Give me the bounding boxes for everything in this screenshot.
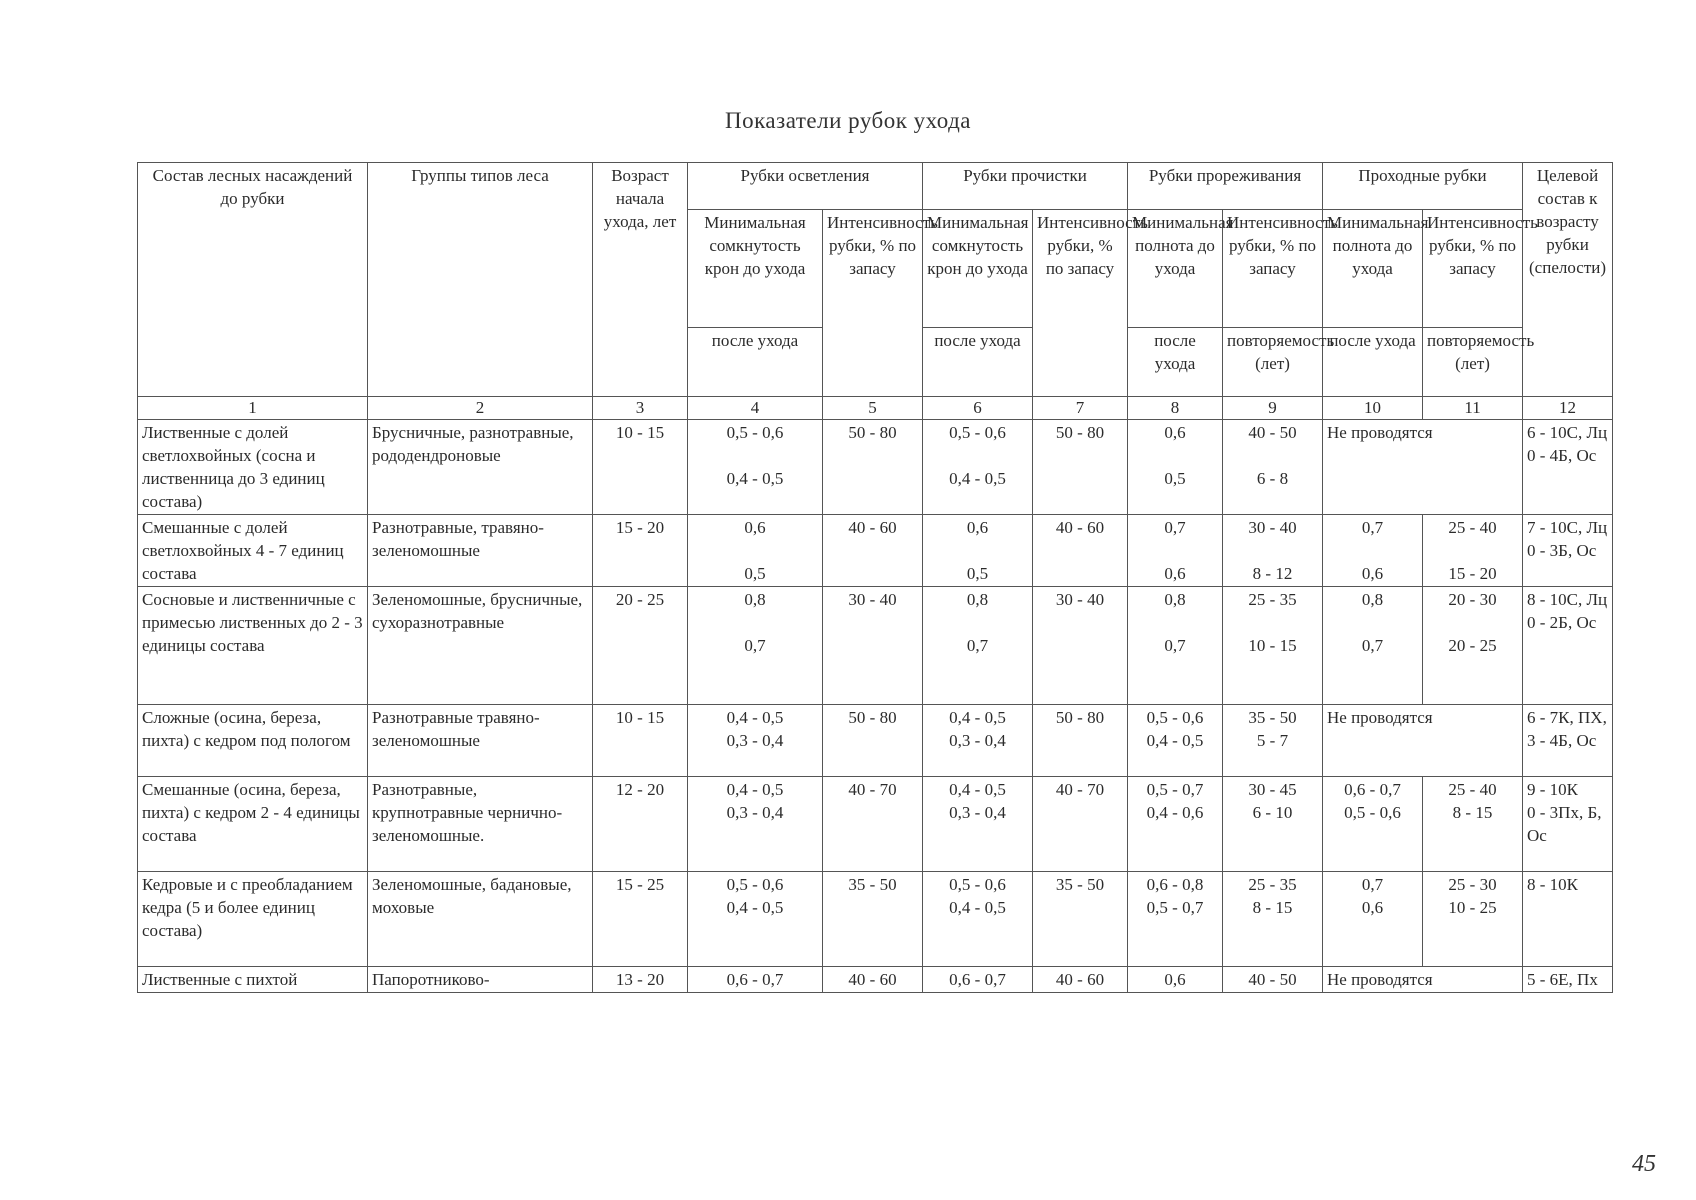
cell-col7: 40 - 70 (1033, 777, 1128, 872)
cell-col9 (1223, 705, 1323, 777)
cell-composition: Сосновые и лиственничные с примесью лиственных до 2 - 3 единицы состава (138, 587, 368, 705)
value-after: 0,5 (744, 564, 766, 583)
value-after: 0,3 - 0,4 (726, 803, 784, 822)
cell-col8 (1128, 777, 1223, 872)
cell-col8 (1128, 872, 1223, 967)
col-number: 7 (1033, 397, 1128, 420)
value-before: 0,4 - 0,5 (949, 708, 1006, 727)
value-before: 0,7 (1361, 875, 1384, 894)
value-before: 25 - 40 (1448, 780, 1497, 799)
value-after: 0,5 - 0,6 (1344, 803, 1401, 822)
cell-col4 (688, 515, 823, 587)
value-main: 6 - 10С, Лц (1527, 423, 1608, 442)
value-after: 0,3 - 0,4 (726, 731, 784, 750)
cell-composition: Лиственные с долей светлохвойных (сосна и лиственница до 3 единиц состава) (138, 420, 368, 515)
col-number: 2 (368, 397, 593, 420)
cell-col6 (923, 587, 1033, 705)
cell-composition: Кедровые и с преобладанием кедра (5 и более единиц состава) (138, 872, 368, 967)
col-header-10a: Минимальная полнота до ухода (1323, 210, 1423, 328)
value-after: 0,4 - 0,5 (949, 898, 1006, 917)
value-secondary: 0 - 3Пх, Б, Ос (1527, 803, 1602, 845)
value-main: 8 - 10С, Лц (1527, 590, 1608, 609)
col-number: 3 (593, 397, 688, 420)
value-before: 0,5 - 0,7 (1146, 780, 1204, 799)
value-before: 30 - 40 (1248, 518, 1297, 537)
value-before: 0,7 (1361, 518, 1384, 537)
value-after: 0,4 - 0,5 (1146, 731, 1204, 750)
cell-col11 (1423, 515, 1523, 587)
value-after: 0,6 (1164, 564, 1186, 583)
cell-forest-types: Разнотравные травяно-зеленомошные (368, 705, 593, 777)
cell-forest-types: Зеленомошные, брусничные, сухоразнотравные (368, 587, 593, 705)
value-after: 0,7 (1361, 636, 1384, 655)
cell-start-age: 12 - 20 (593, 777, 688, 872)
cell-forest-types: Брусничные, разнотравные, рододендроновые (368, 420, 593, 515)
value-before: 0,6 (1164, 423, 1186, 442)
group-header-clearing: Рубки осветления (688, 163, 923, 210)
cell-target (1523, 515, 1613, 587)
cell-col9 (1223, 872, 1323, 967)
value-main: 7 - 10С, Лц (1527, 518, 1608, 537)
col-header-6a: Минимальная сомкнутость крон до ухода (923, 210, 1033, 328)
value-after: 0,6 (1361, 564, 1384, 583)
cell-not-conducted: Не проводятся (1323, 705, 1523, 777)
value-after: 0,4 - 0,5 (949, 469, 1006, 488)
value-before: 0,4 - 0,5 (726, 708, 784, 727)
cell-col7: 50 - 80 (1033, 705, 1128, 777)
cell-col6 (923, 705, 1033, 777)
cell-col10 (1323, 872, 1423, 967)
value-before: 0,8 (1164, 590, 1186, 609)
value-after: 8 - 15 (1452, 803, 1493, 822)
value-before: 25 - 40 (1448, 518, 1497, 537)
value-secondary: 0 - 2Б, Ос (1527, 613, 1597, 632)
cell-composition: Сложные (осина, береза, пихта) с кедром под пологом (138, 705, 368, 777)
cell-col7: 40 - 60 (1033, 515, 1128, 587)
value-secondary: 0 - 3Б, Ос (1527, 541, 1597, 560)
col-header-target-composition: Целевой состав к возрасту рубки (спелости) (1523, 163, 1613, 397)
cell-col6 (923, 420, 1033, 515)
page-number: 45 (1632, 1151, 1656, 1177)
cell-col5: 50 - 80 (823, 420, 923, 515)
value-before: 40 - 50 (1248, 423, 1297, 442)
value-before: 35 - 50 (1248, 708, 1297, 727)
cell-col4: 0,6 - 0,7 (688, 967, 823, 993)
table-row (138, 872, 1613, 967)
value-after: 0,4 - 0,5 (726, 469, 784, 488)
value-main: 6 - 7К, ПХ, (1527, 708, 1607, 727)
value-after: 8 - 15 (1252, 898, 1293, 917)
col-number: 5 (823, 397, 923, 420)
col-number: 8 (1128, 397, 1223, 420)
cell-col10 (1323, 515, 1423, 587)
cell-col9 (1223, 420, 1323, 515)
value-after: 0,7 (744, 636, 766, 655)
value-before: 0,7 (1164, 518, 1186, 537)
cell-forest-types: Разнотравные, травяно-зеленомошные (368, 515, 593, 587)
value-before: 0,4 - 0,5 (949, 780, 1006, 799)
cell-col7: 40 - 60 (1033, 967, 1128, 993)
cell-col4 (688, 705, 823, 777)
col-header-start-age: Возраст начала ухода, лет (593, 163, 688, 397)
cell-col11 (1423, 587, 1523, 705)
cell-col8 (1128, 515, 1223, 587)
col-header-11a: Интенсивность рубки, % по запасу (1423, 210, 1523, 328)
cell-col7: 50 - 80 (1033, 420, 1128, 515)
cell-col5: 40 - 60 (823, 515, 923, 587)
cell-target (1523, 420, 1613, 515)
cell-start-age: 20 - 25 (593, 587, 688, 705)
cell-composition: Лиственные с пихтой (138, 967, 368, 993)
cell-col5: 40 - 70 (823, 777, 923, 872)
cell-col8 (1128, 420, 1223, 515)
value-before: 0,6 - 0,8 (1146, 875, 1204, 894)
col-header-4b: после ухода (688, 328, 823, 397)
cell-col9 (1223, 515, 1323, 587)
value-before: 0,5 - 0,6 (726, 875, 784, 894)
cell-col7: 30 - 40 (1033, 587, 1128, 705)
cell-col10 (1323, 587, 1423, 705)
cell-col10 (1323, 777, 1423, 872)
col-header-8b: после ухода (1128, 328, 1223, 397)
col-header-9b: повторяемость (лет) (1223, 328, 1323, 397)
cell-col9: 40 - 50 (1223, 967, 1323, 993)
value-after: 0,7 (966, 636, 989, 655)
value-before: 25 - 35 (1248, 875, 1297, 894)
cell-forest-types: Зеленомошные, бадановые, моховые (368, 872, 593, 967)
col-number: 9 (1223, 397, 1323, 420)
table-row (138, 705, 1613, 777)
cell-start-age: 13 - 20 (593, 967, 688, 993)
cell-composition: Смешанные (осина, береза, пихта) с кедром 2 - 4 единицы состава (138, 777, 368, 872)
value-after: 10 - 15 (1248, 636, 1297, 655)
value-before: 0,6 (966, 518, 989, 537)
cell-target (1523, 587, 1613, 705)
cell-start-age: 10 - 15 (593, 420, 688, 515)
cell-col9 (1223, 587, 1323, 705)
cell-col6 (923, 515, 1033, 587)
cell-forest-types: Разнотравные, крупнотравные чернично-зеленомошные. (368, 777, 593, 872)
cell-start-age: 15 - 20 (593, 515, 688, 587)
value-after: 0,4 - 0,6 (1146, 803, 1204, 822)
value-after: 0,6 (1361, 898, 1384, 917)
value-before: 0,8 (966, 590, 989, 609)
cell-not-conducted: Не проводятся (1323, 967, 1523, 993)
cell-col7: 35 - 50 (1033, 872, 1128, 967)
value-before: 20 - 30 (1448, 590, 1497, 609)
cell-col8 (1128, 587, 1223, 705)
col-number: 12 (1523, 397, 1613, 420)
value-after: 6 - 10 (1252, 803, 1293, 822)
cell-col5: 35 - 50 (823, 872, 923, 967)
cell-col4 (688, 872, 823, 967)
group-header-cleaning: Рубки прочистки (923, 163, 1128, 210)
cell-target (1523, 705, 1613, 777)
value-before: 0,4 - 0,5 (726, 780, 784, 799)
value-before: 0,8 (1361, 590, 1384, 609)
table-row (138, 587, 1613, 705)
value-after: 6 - 8 (1256, 469, 1289, 488)
cell-col5: 50 - 80 (823, 705, 923, 777)
cell-col6 (923, 777, 1033, 872)
cell-start-age: 10 - 15 (593, 705, 688, 777)
col-header-4a: Минимальная сомкнутость крон до ухода (688, 210, 823, 328)
col-number: 1 (138, 397, 368, 420)
cell-col11 (1423, 777, 1523, 872)
col-number: 4 (688, 397, 823, 420)
column-number-row (138, 397, 1613, 420)
cell-start-age: 15 - 25 (593, 872, 688, 967)
cell-target: 8 - 10К (1523, 872, 1613, 967)
value-before: 0,6 - 0,7 (1344, 780, 1401, 799)
col-header-10b: после ухода (1323, 328, 1423, 397)
value-before: 30 - 45 (1248, 780, 1297, 799)
cell-col5: 40 - 60 (823, 967, 923, 993)
cell-col6: 0,6 - 0,7 (923, 967, 1033, 993)
forest-thinning-table (137, 162, 1613, 993)
table-row (138, 515, 1613, 587)
value-after: 5 - 7 (1256, 731, 1289, 750)
cell-forest-types: Папоротниково- (368, 967, 593, 993)
cell-col9 (1223, 777, 1323, 872)
cell-composition: Смешанные с долей светлохвойных 4 - 7 единиц состава (138, 515, 368, 587)
value-before: 0,5 - 0,6 (1146, 708, 1204, 727)
value-after: 8 - 12 (1252, 564, 1293, 583)
value-before: 0,5 - 0,6 (726, 423, 784, 442)
table-row (138, 420, 1613, 515)
value-after: 20 - 25 (1448, 636, 1497, 655)
col-header-7: Интенсивность рубки, % по запасу (1033, 210, 1128, 397)
value-main: 9 - 10К (1527, 780, 1579, 799)
col-number: 6 (923, 397, 1033, 420)
value-before: 25 - 30 (1448, 875, 1497, 894)
cell-col5: 30 - 40 (823, 587, 923, 705)
value-before: 0,6 (744, 518, 766, 537)
page-title: Показатели рубок ухода (724, 108, 972, 133)
value-after: 0,5 (966, 564, 989, 583)
cell-target (1523, 777, 1613, 872)
cell-col8 (1128, 705, 1223, 777)
cell-col4 (688, 777, 823, 872)
cell-not-conducted: Не проводятся (1323, 420, 1523, 515)
col-header-forest-types: Группы типов леса (368, 163, 593, 397)
group-header-thinning: Рубки прореживания (1128, 163, 1323, 210)
value-before: 0,5 - 0,6 (949, 423, 1006, 442)
value-after: 0,5 (1164, 469, 1186, 488)
value-before: 0,8 (744, 590, 766, 609)
cell-col4 (688, 420, 823, 515)
value-after: 0,4 - 0,5 (726, 898, 784, 917)
value-after: 0,7 (1164, 636, 1186, 655)
value-secondary: 3 - 4Б, Ос (1527, 731, 1597, 750)
value-secondary: 0 - 4Б, Ос (1527, 446, 1597, 465)
group-header-passage: Проходные рубки (1323, 163, 1523, 210)
value-after: 0,5 - 0,7 (1146, 898, 1204, 917)
value-after: 10 - 25 (1448, 898, 1497, 917)
value-after: 0,3 - 0,4 (949, 731, 1006, 750)
col-header-8a: Минимальная полнота до ухода (1128, 210, 1223, 328)
value-after: 0,3 - 0,4 (949, 803, 1006, 822)
header-row-groups (138, 163, 1613, 210)
value-after: 15 - 20 (1448, 564, 1497, 583)
col-number: 10 (1323, 397, 1423, 420)
col-header-composition: Состав лесных насаждений до рубки (138, 163, 368, 397)
cell-col4 (688, 587, 823, 705)
col-header-6b: после ухода (923, 328, 1033, 397)
cell-col11 (1423, 872, 1523, 967)
col-header-11b: повторяемость (лет) (1423, 328, 1523, 397)
table-row (138, 967, 1613, 993)
cell-col8: 0,6 (1128, 967, 1223, 993)
col-header-5: Интенсивность рубки, % по запасу (823, 210, 923, 397)
cell-col6 (923, 872, 1033, 967)
col-number: 11 (1423, 397, 1523, 420)
cell-target: 5 - 6Е, Пх (1523, 967, 1613, 993)
table-row (138, 777, 1613, 872)
col-header-9a: Интенсивность рубки, % по запасу (1223, 210, 1323, 328)
value-before: 25 - 35 (1248, 590, 1297, 609)
value-before: 0,5 - 0,6 (949, 875, 1006, 894)
